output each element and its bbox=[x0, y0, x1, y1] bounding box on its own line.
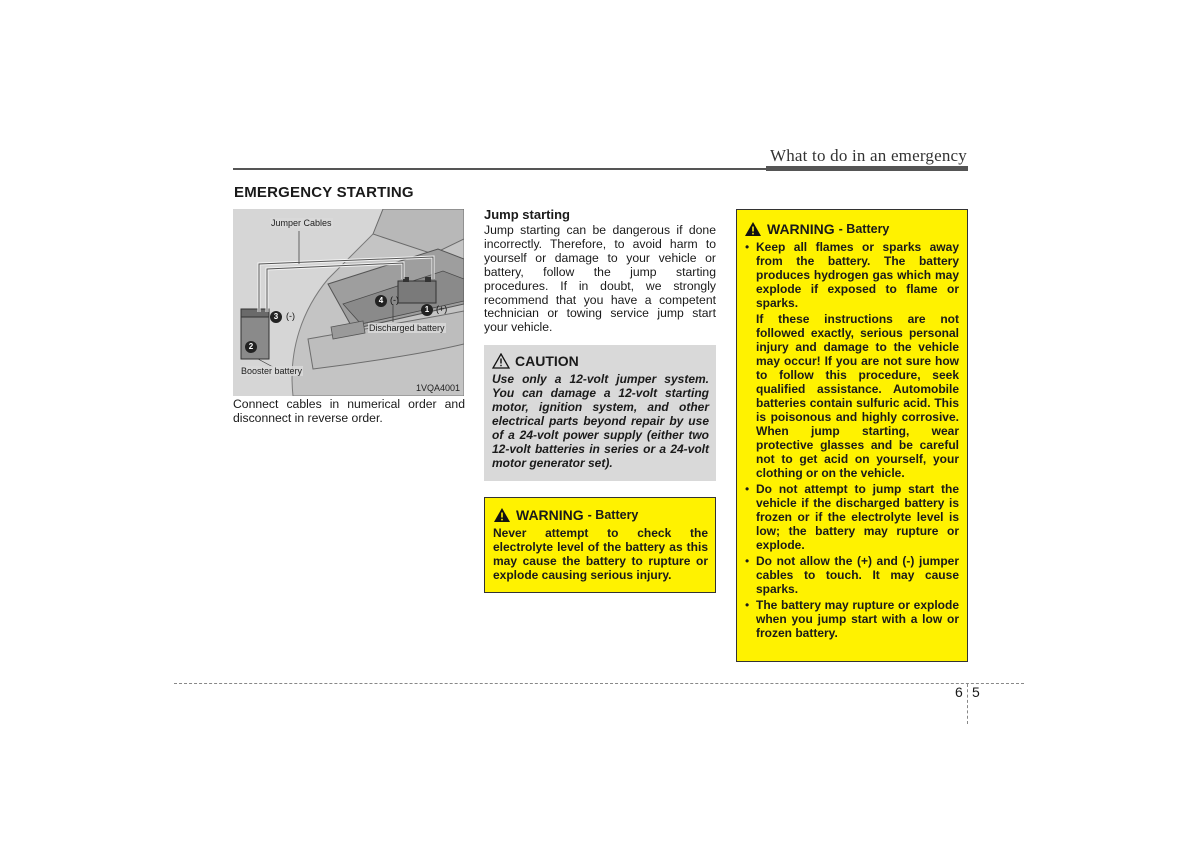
warning-title-small: WARNING bbox=[516, 507, 584, 523]
bullet: • bbox=[745, 554, 750, 568]
warning-box-electrolyte bbox=[484, 497, 716, 593]
bullet: • bbox=[745, 240, 750, 254]
warning-triangle-icon bbox=[493, 507, 511, 523]
warning-title-big: WARNING bbox=[767, 221, 835, 237]
caution-title: CAUTION bbox=[515, 353, 579, 369]
step-badge-3: 3 bbox=[270, 311, 282, 323]
caution-box bbox=[484, 345, 716, 481]
warning-text-small: Never attempt to check the electrolyte level of the battery as this may cause the battery to rupture or explode causing serious injury. bbox=[493, 526, 708, 582]
step-badge-1: 1 bbox=[421, 304, 433, 316]
warning-triangle-icon bbox=[744, 221, 762, 237]
page-number: 5 bbox=[972, 684, 980, 700]
header-rule-accent bbox=[766, 166, 968, 171]
step-badge-2: 2 bbox=[245, 341, 257, 353]
warning-subtitle-small: - Battery bbox=[587, 508, 639, 522]
warning-item-1-extra: If these instructions are not followed exactly, serious personal injury and damage to the vehicle may occur! If you are not sure how to follow this procedure, seek qualified assistance. Automobile batteries contain sulfuric acid. This is poisonous and highly corrosive. When jump starting, wear protective glasses and be careful not to get acid on yourself, your clothing or on the vehicle. bbox=[756, 312, 959, 480]
warning-box-battery bbox=[736, 209, 968, 662]
warning-list bbox=[744, 240, 959, 640]
warning-header-small bbox=[493, 507, 708, 523]
warning-item-3 bbox=[744, 554, 959, 596]
page-number-separator bbox=[967, 684, 968, 724]
warning-header-big bbox=[744, 221, 959, 237]
chapter-number: 6 bbox=[955, 684, 963, 700]
warning-item-4 bbox=[744, 598, 959, 640]
section-title: EMERGENCY STARTING bbox=[234, 184, 414, 201]
step-badge-4: 4 bbox=[375, 295, 387, 307]
polarity-minus-booster: (-) bbox=[286, 311, 295, 321]
jump-start-illustration bbox=[233, 209, 464, 396]
bullet: • bbox=[745, 598, 750, 612]
warning-item-2-text: Do not attempt to jump start the vehicle if the discharged battery is frozen or if the electrolyte level is low; the battery may rupture or explode. bbox=[756, 482, 959, 552]
bullet: • bbox=[745, 482, 750, 496]
warning-item-2 bbox=[744, 482, 959, 552]
caution-triangle-icon bbox=[492, 353, 510, 369]
caution-text: Use only a 12-volt jumper system. You can damage a 12-volt starting motor, ignition system, and other electrical parts beyond repair by use of a 24-volt power supply (either two 12-volt batteries in series or a 24-volt motor generator set). bbox=[492, 372, 709, 470]
footer-rule bbox=[174, 683, 1024, 684]
chapter-title: What to do in an emergency bbox=[769, 146, 967, 165]
figure-caption: Connect cables in numerical order and disconnect in reverse order. bbox=[233, 397, 465, 425]
warning-item-3-text: Do not allow the (+) and (-) jumper cables to touch. It may cause sparks. bbox=[756, 554, 959, 596]
jumper-cables-label: Jumper Cables bbox=[271, 218, 332, 228]
polarity-plus-discharged: (+) bbox=[436, 304, 448, 314]
booster-battery-label: Booster battery bbox=[241, 366, 303, 376]
polarity-minus-discharged: (-) bbox=[390, 295, 399, 305]
jump-starting-title: Jump starting bbox=[484, 207, 570, 222]
figure-code: 1VQA4001 bbox=[415, 383, 460, 393]
jump-starting-text: Jump starting can be dangerous if done incorrectly. Therefore, to avoid harm to yourself or damage to your vehicle or battery, follow the jump starting procedures. If in doubt, we strongly recommend that you have a competent technician or towing service jump start your vehicle. bbox=[484, 223, 716, 335]
discharged-battery-label: Discharged battery bbox=[369, 323, 445, 333]
warning-item-1 bbox=[744, 240, 959, 480]
warning-item-4-text: The battery may rupture or explode when you jump start with a low or frozen battery. bbox=[756, 598, 959, 640]
warning-subtitle-big: - Battery bbox=[838, 222, 890, 236]
jump-starting-section bbox=[484, 207, 716, 335]
caution-header bbox=[492, 353, 709, 369]
warning-item-1-text: Keep all flames or sparks away from the battery. The battery produces hydrogen gas which may explode if exposed to flame or sparks. bbox=[756, 240, 959, 310]
